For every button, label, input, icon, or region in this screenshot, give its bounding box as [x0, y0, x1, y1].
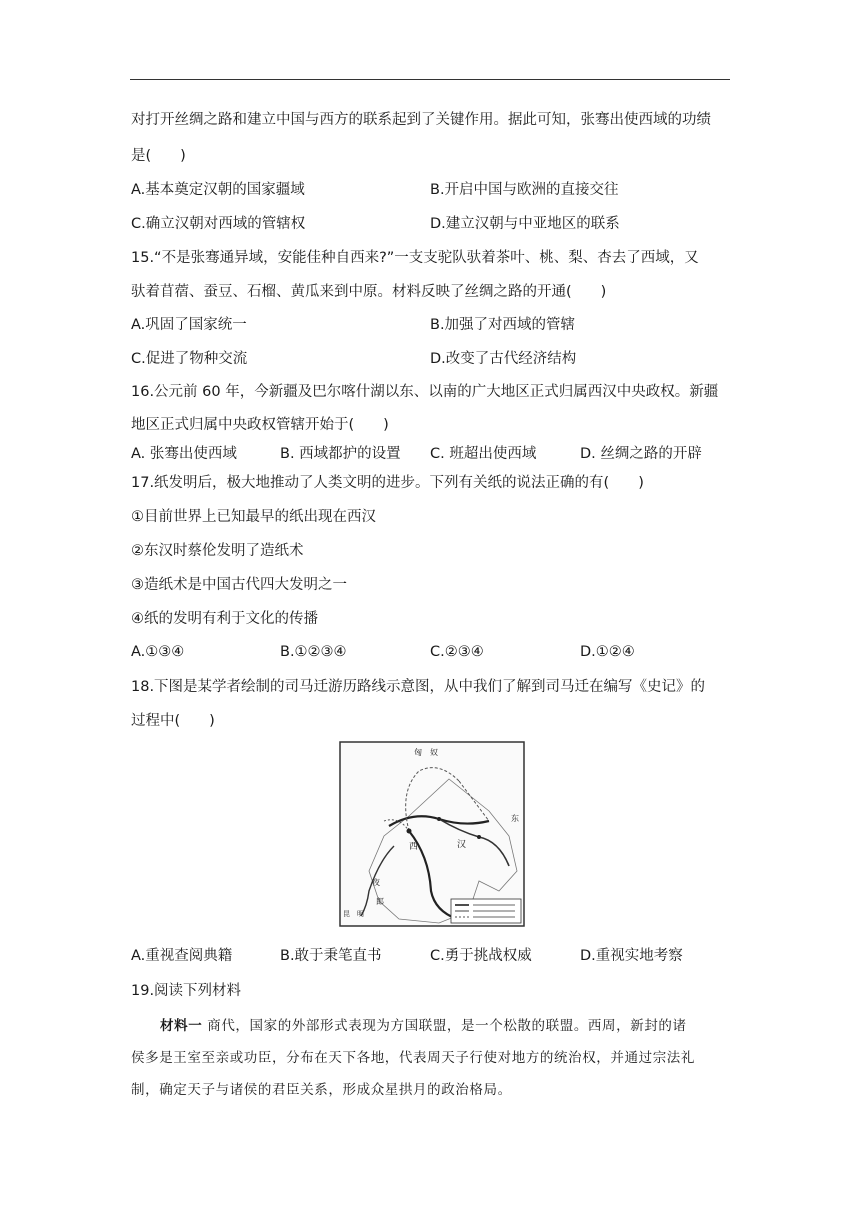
- q18-line-2: 过程中( ): [131, 713, 215, 729]
- map-label-han: 汉: [457, 840, 467, 850]
- q19-material-line-2: 侯多是王室至亲或功臣，分布在天下各地，代表周天子行使对地方的统治权，并通过宗法礼: [131, 1050, 695, 1066]
- sima-qian-route-map: [339, 741, 525, 927]
- q19-material-line-1: [160, 1016, 687, 1036]
- q18-line-1: 18.下图是某学者绘制的司马迁游历路线示意图，从中我们了解到司马迁在编写《史记》的: [131, 679, 706, 695]
- q14-option-a: A.基本奠定汉朝的国家疆域: [131, 182, 305, 198]
- q16-option-a: A. 张骞出使西域: [131, 446, 237, 462]
- q15-line-1: 15.“不是张骞通异域，安能佳种自西来?”一支支驼队驮着茶叶、桃、梨、杏去了西域，又: [131, 250, 699, 266]
- q16-option-d: D. 丝绸之路的开辟: [580, 446, 702, 462]
- intro-line-2: 是( ): [131, 148, 186, 164]
- map-label-lang: 郎: [376, 897, 384, 906]
- q17-statement-4: ④纸的发明有利于文化的传播: [131, 611, 318, 627]
- q19-material-text-1: 商代，国家的外部形式表现为方国联盟，是一个松散的联盟。西周，新封的诸: [207, 1018, 687, 1034]
- q15-option-b: B.加强了对西域的管辖: [430, 317, 576, 333]
- q16-option-c: C. 班超出使西域: [430, 446, 537, 462]
- q15-option-a: A.巩固了国家统一: [131, 317, 247, 333]
- q14-option-b: B.开启中国与欧洲的直接交往: [430, 182, 619, 198]
- q18-option-b: B.敢于秉笔直书: [280, 948, 382, 964]
- q19-line-1: 19.阅读下列材料: [131, 983, 242, 999]
- q17-option-d: D.①②④: [580, 644, 635, 660]
- q18-option-a: A.重视查阅典籍: [131, 948, 233, 964]
- q14-option-d: D.建立汉朝与中亚地区的联系: [430, 216, 620, 232]
- intro-line-1: 对打开丝绸之路和建立中国与西方的联系起到了关键作用。据此可知，张骞出使西域的功绩: [131, 112, 711, 128]
- q16-line-2: 地区正式归属中央政权管辖开始于( ): [131, 417, 389, 433]
- q14-option-c: C.确立汉朝对西域的管辖权: [131, 216, 306, 232]
- q17-option-b: B.①②③④: [280, 644, 347, 660]
- q15-option-d: D.改变了古代经济结构: [430, 351, 577, 367]
- map-label-east: 东: [511, 814, 519, 823]
- q17-statement-3: ③造纸术是中国古代四大发明之一: [131, 577, 347, 593]
- map-label-kunming: 昆 明: [343, 910, 364, 918]
- q18-option-d: D.重视实地考察: [580, 948, 683, 964]
- q17-statement-1: ①目前世界上已知最早的纸出现在西汉: [131, 509, 376, 525]
- map-label-xiongnu: 匈 奴: [414, 748, 438, 757]
- q19-material-label: 材料一: [160, 1018, 203, 1034]
- q17-option-c: C.②③④: [430, 644, 484, 660]
- q17-statement-2: ②东汉时蔡伦发明了造纸术: [131, 543, 304, 559]
- q16-line-1: 16.公元前 60 年，今新疆及巴尔喀什湖以东、以南的广大地区正式归属西汉中央政权。新疆: [131, 384, 719, 400]
- q15-option-c: C.促进了物种交流: [131, 351, 248, 367]
- map-label-ye: 夜: [372, 878, 380, 887]
- q17-line-1: 17.纸发明后，极大地推动了人类文明的进步。下列有关纸的说法正确的有( ): [131, 475, 644, 491]
- q15-line-2: 驮着苜蓿、蚕豆、石榴、黄瓜来到中原。材料反映了丝绸之路的开通( ): [131, 284, 607, 300]
- header-rule: [130, 79, 730, 80]
- q18-option-c: C.勇于挑战权威: [430, 948, 532, 964]
- q19-material-line-3: 制，确定天子与诸侯的君臣关系，形成众星拱月的政治格局。: [131, 1082, 512, 1098]
- map-label-west: 西: [409, 842, 419, 852]
- q16-option-b: B. 西域都护的设置: [280, 446, 401, 462]
- q17-option-a: A.①③④: [131, 644, 185, 660]
